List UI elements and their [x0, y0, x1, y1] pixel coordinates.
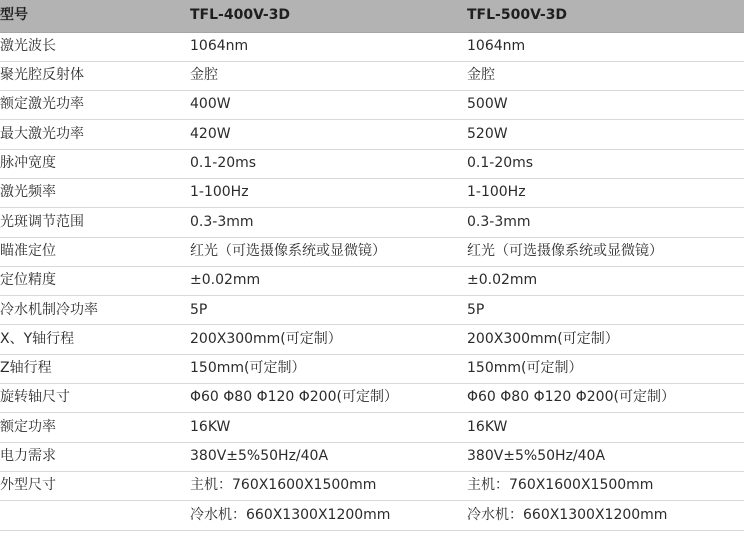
row-value-1: 冷水机：660X1300X1200mm	[190, 501, 467, 530]
row-value-2: 0.1-20ms	[467, 149, 744, 178]
row-value-2: 150mm(可定制）	[467, 354, 744, 383]
row-label: 瞄准定位	[0, 237, 190, 266]
row-value-1: 1064nm	[190, 32, 467, 61]
table-row	[0, 384, 744, 413]
row-value-2: ±0.02mm	[467, 266, 744, 295]
row-value-2: 0.3-3mm	[467, 208, 744, 237]
row-label: X、Y轴行程	[0, 325, 190, 354]
row-label	[0, 501, 190, 530]
row-value-1: 200X300mm(可定制）	[190, 325, 467, 354]
row-value-2: 200X300mm(可定制）	[467, 325, 744, 354]
table-row	[0, 61, 744, 90]
table-row	[0, 501, 744, 530]
row-value-2: 金腔	[467, 61, 744, 90]
row-label: 外型尺寸	[0, 471, 190, 500]
row-label: 激光波长	[0, 32, 190, 61]
row-value-2: 红光（可选摄像系统或显微镜）	[467, 237, 744, 266]
row-value-1: 420W	[190, 120, 467, 149]
header-model-label: 型号	[0, 0, 190, 32]
row-label: 旋转轴尺寸	[0, 384, 190, 413]
table-row	[0, 208, 744, 237]
row-value-1: ±0.02mm	[190, 266, 467, 295]
table-row	[0, 149, 744, 178]
row-value-1: 0.1-20ms	[190, 149, 467, 178]
row-label: 冷水机制冷功率	[0, 296, 190, 325]
table-row	[0, 325, 744, 354]
table-row	[0, 32, 744, 61]
header-model-column-2: TFL-500V-3D	[467, 0, 744, 32]
row-label: 激光频率	[0, 178, 190, 207]
row-label: 定位精度	[0, 266, 190, 295]
row-value-2: 500W	[467, 91, 744, 120]
row-value-2: 520W	[467, 120, 744, 149]
table-row	[0, 442, 744, 471]
row-value-2: 380V±5%50Hz/40A	[467, 442, 744, 471]
table-row	[0, 354, 744, 383]
row-value-1: 400W	[190, 91, 467, 120]
header-model-column-1: TFL-400V-3D	[190, 0, 467, 32]
row-label: Z轴行程	[0, 354, 190, 383]
row-label: 电力需求	[0, 442, 190, 471]
row-value-2: 1-100Hz	[467, 178, 744, 207]
table-header-row	[0, 0, 744, 32]
row-value-1: 主机：760X1600X1500mm	[190, 471, 467, 500]
row-value-1: 1-100Hz	[190, 178, 467, 207]
row-label: 最大激光功率	[0, 120, 190, 149]
row-label: 光斑调节范围	[0, 208, 190, 237]
row-value-2: Φ60 Φ80 Φ120 Φ200(可定制）	[467, 384, 744, 413]
row-label: 额定功率	[0, 413, 190, 442]
table-row	[0, 266, 744, 295]
table-row	[0, 120, 744, 149]
table-row	[0, 471, 744, 500]
table-row	[0, 178, 744, 207]
row-value-2: 1064nm	[467, 32, 744, 61]
row-value-2: 5P	[467, 296, 744, 325]
row-value-2: 主机：760X1600X1500mm	[467, 471, 744, 500]
table-row	[0, 237, 744, 266]
bottom-spacer	[0, 531, 744, 537]
row-value-1: 150mm(可定制）	[190, 354, 467, 383]
row-value-1: 金腔	[190, 61, 467, 90]
table-row	[0, 413, 744, 442]
row-value-1: 16KW	[190, 413, 467, 442]
row-value-1: 0.3-3mm	[190, 208, 467, 237]
row-value-1: 5P	[190, 296, 467, 325]
row-value-1: Φ60 Φ80 Φ120 Φ200(可定制）	[190, 384, 467, 413]
row-value-1: 380V±5%50Hz/40A	[190, 442, 467, 471]
row-value-1: 红光（可选摄像系统或显微镜）	[190, 237, 467, 266]
row-label: 额定激光功率	[0, 91, 190, 120]
row-label: 聚光腔反射体	[0, 61, 190, 90]
row-label: 脉冲宽度	[0, 149, 190, 178]
row-value-2: 冷水机：660X1300X1200mm	[467, 501, 744, 530]
table-row	[0, 91, 744, 120]
table-row	[0, 296, 744, 325]
row-value-2: 16KW	[467, 413, 744, 442]
